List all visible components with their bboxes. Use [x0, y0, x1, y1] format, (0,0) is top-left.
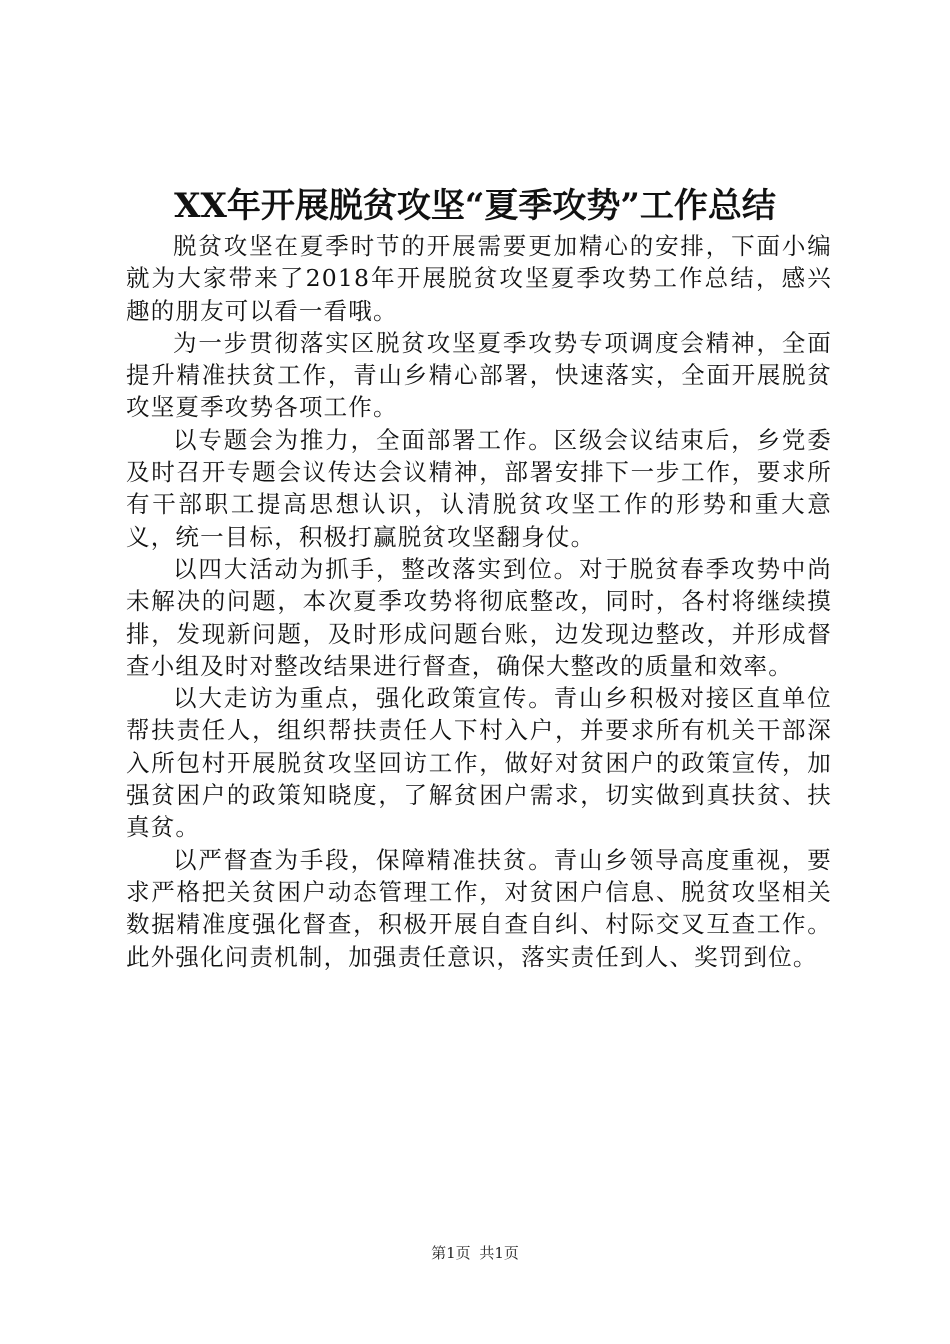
page-total: 共1页: [479, 1244, 519, 1262]
paragraph-intro: 脱贫攻坚在夏季时节的开展需要更加精心的安排，下面小编就为大家带来了2018年开展脱贫攻坚夏季攻势工作总结，感兴趣的朋友可以看一看哦。: [126, 232, 832, 325]
page-footer: [0, 1242, 950, 1264]
document-title: XX年开展脱贫攻坚“夏季攻势”工作总结: [174, 186, 776, 226]
paragraph-supervision: 以严督查为手段，保障精准扶贫。青山乡领导高度重视，要求严格把关贫困户动态管理工作，对贫困户信息、脱贫攻坚相关数据精准度强化督查，积极开展自查自纠、村际交叉互查工作。此外强化问责机制，加强责任意识，落实责任到人、奖罚到位。: [126, 845, 832, 971]
page-number: 第1页: [431, 1244, 471, 1262]
paragraph-meeting: 以专题会为推力，全面部署工作。区级会议结束后，乡党委及时召开专题会议传达会议精神，部署安排下一步工作，要求所有干部职工提高思想认识，认清脱贫攻坚工作的形势和重大意义，统一目标，积极打赢脱贫攻坚翻身仗。: [126, 425, 832, 551]
paragraph-visits: 以大走访为重点，强化政策宣传。青山乡积极对接区直单位帮扶责任人，组织帮扶责任人下村入户，并要求所有机关干部深入所包村开展脱贫攻坚回访工作，做好对贫困户的政策宣传，加强贫困户的政策知晓度，了解贫困户需求，切实做到真扶贫、扶真贫。: [126, 684, 832, 842]
paragraph-activities: 以四大活动为抓手，整改落实到位。对于脱贫春季攻势中尚未解决的问题，本次夏季攻势将彻底整改，同时，各村将继续摸排，发现新问题，及时形成问题台账，边发现边整改，并形成督查小组及时对整改结果进行督查，确保大整改的质量和效率。: [126, 554, 832, 680]
document-body: [126, 230, 832, 973]
paragraph-overview: 为一步贯彻落实区脱贫攻坚夏季攻势专项调度会精神，全面提升精准扶贫工作，青山乡精心部署，快速落实，全面开展脱贫攻坚夏季攻势各项工作。: [126, 328, 832, 422]
